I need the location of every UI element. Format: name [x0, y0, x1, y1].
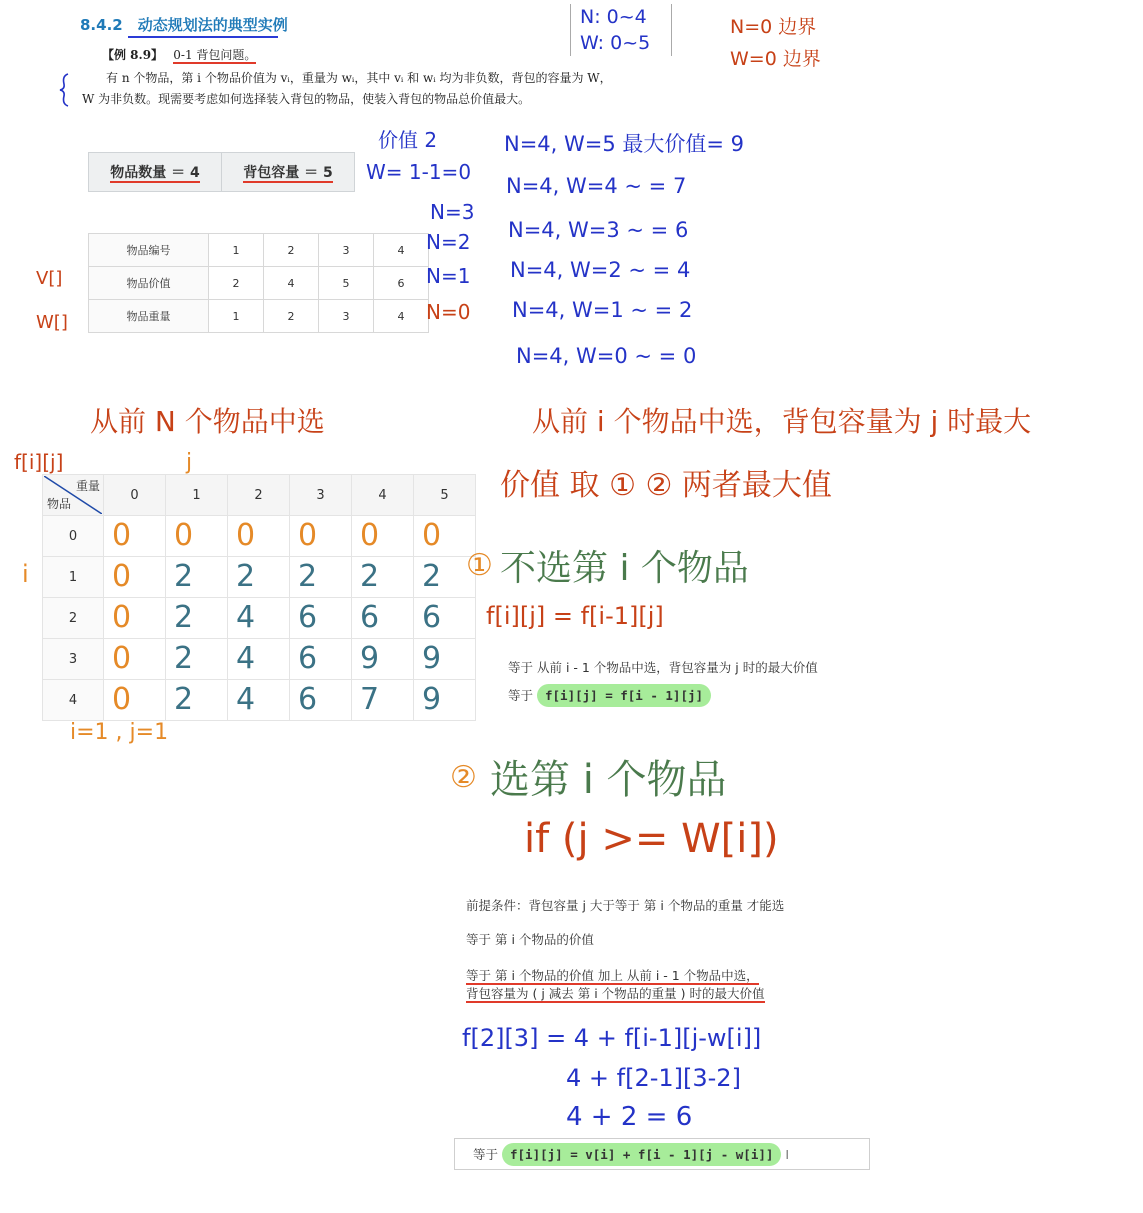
- dp-cell: 2: [290, 557, 352, 598]
- hw-circle-2: ②: [450, 760, 477, 795]
- dp-cell: 9: [414, 680, 476, 721]
- hw-n0-boundary: N=0 边界: [730, 16, 817, 38]
- hw-case-6: N=4, W=0 ~ = 0: [516, 344, 697, 368]
- note-prefix: 等于: [473, 1147, 499, 1162]
- dp-cell: 2: [166, 680, 228, 721]
- hw-option-1-formula: f[i][j] = f[i-1][j]: [486, 602, 664, 630]
- hw-n1: N=1: [426, 264, 471, 288]
- dp-cell: 6: [290, 680, 352, 721]
- dp-col-header: 3: [290, 475, 352, 516]
- dp-cell: 6: [352, 598, 414, 639]
- dp-cell: 7: [352, 680, 414, 721]
- table-cell: 3: [319, 234, 374, 267]
- dp-cell: 4: [228, 598, 290, 639]
- hw-option-1: 不选第 i 个物品: [500, 548, 749, 589]
- table-cell: 1: [209, 234, 264, 267]
- hw-w-range: W: 0~5: [580, 32, 651, 54]
- section-title-underline: [128, 36, 278, 38]
- hw-case-2: N=4, W=4 ~ = 7: [506, 174, 687, 198]
- table-cell: 2: [209, 267, 264, 300]
- dp-cell: 2: [414, 557, 476, 598]
- note-combined-b: 背包容量为 ( j 减去 第 i 个物品的重量 ) 时的最大价值: [466, 986, 765, 1001]
- example-label: 【例 8.9】: [102, 48, 164, 62]
- formula-pill-2: f[i][j] = v[i] + f[i - 1][j - w[i]]: [502, 1143, 781, 1166]
- dp-cell: 2: [166, 557, 228, 598]
- dp-col-header: 4: [352, 475, 414, 516]
- note-option-1-code: [508, 686, 711, 704]
- hw-calc-1: f[2][3] = 4 + f[i-1][j-w[i]]: [462, 1024, 762, 1052]
- table-cell: 2: [264, 300, 319, 333]
- dp-row: [43, 516, 476, 557]
- row-label: 物品价值: [89, 267, 209, 300]
- dp-cell: 9: [352, 639, 414, 680]
- hw-j-mark: j: [186, 450, 193, 475]
- hw-case-1: N=4, W=5 最大价值= 9: [504, 132, 745, 156]
- dp-cell: 0: [414, 516, 476, 557]
- table-row: [89, 267, 429, 300]
- dp-cell: 2: [166, 598, 228, 639]
- note-combined-a: 等于 第 i 个物品的价值 加上 从前 i - 1 个物品中选，: [466, 968, 759, 983]
- table-cell: 4: [374, 300, 429, 333]
- note-value: 等于 第 i 个物品的价值: [466, 932, 594, 947]
- dp-cell: 2: [228, 557, 290, 598]
- row-label: 物品重量: [89, 300, 209, 333]
- hw-value-note: 价值 2: [378, 128, 438, 152]
- example-title: 0-1 背包问题。: [173, 48, 257, 62]
- hw-value-max: 价值 取 ① ② 两者最大值: [500, 468, 832, 503]
- section-title: 8.4.2 动态规划法的典型实例: [80, 16, 288, 34]
- table-cell: 4: [374, 234, 429, 267]
- dp-cell: 6: [414, 598, 476, 639]
- dp-cell: 6: [290, 598, 352, 639]
- hw-calc-2: 4 + f[2-1][3-2]: [566, 1064, 741, 1092]
- hw-w-minus: W= 1-1=0: [366, 160, 472, 184]
- dp-row: [43, 557, 476, 598]
- dp-cell: 0: [104, 680, 166, 721]
- hw-w-label: W[]: [36, 312, 68, 333]
- note-precondition: 前提条件：背包容量 j 大于等于 第 i 个物品的重量 才能选: [466, 898, 785, 913]
- dp-col-header: 1: [166, 475, 228, 516]
- note-option-1: 等于 从前 i - 1 个物品中选，背包容量为 j 时的最大价值: [508, 660, 818, 675]
- formula-pill-1: f[i][j] = f[i - 1][j]: [537, 684, 711, 707]
- hw-option-2: 选第 i 个物品: [490, 757, 727, 803]
- dp-cell: 9: [414, 639, 476, 680]
- dp-cell: 2: [166, 639, 228, 680]
- hw-choose-from-i: 从前 i 个物品中选，背包容量为 j 时最大: [532, 405, 1032, 438]
- row-label: 物品编号: [89, 234, 209, 267]
- table-row: [89, 300, 429, 333]
- dp-row: [43, 680, 476, 721]
- dp-row-header: 2: [43, 598, 104, 639]
- summary-bar: [88, 152, 355, 192]
- capacity: 背包容量 ＝ 5: [243, 165, 333, 181]
- hw-n-range: N: 0~4: [580, 6, 647, 28]
- dp-cell: 6: [290, 639, 352, 680]
- text-cursor-icon: I: [785, 1147, 790, 1162]
- dp-col-header: 5: [414, 475, 476, 516]
- dp-cell: 0: [228, 516, 290, 557]
- dp-corner: [43, 475, 104, 516]
- dp-col-header: 2: [228, 475, 290, 516]
- example-heading: [102, 46, 256, 63]
- dp-cell: 4: [228, 680, 290, 721]
- dp-cell: 0: [166, 516, 228, 557]
- table-cell: 6: [374, 267, 429, 300]
- dp-row-header: 3: [43, 639, 104, 680]
- table-cell: 3: [319, 300, 374, 333]
- hw-case-5: N=4, W=1 ~ = 2: [512, 298, 693, 322]
- dp-cell: 0: [352, 516, 414, 557]
- dp-row-header: 4: [43, 680, 104, 721]
- hw-n2: N=2: [426, 230, 471, 254]
- corner-weight-label: 重量: [75, 479, 100, 493]
- dp-row: [43, 598, 476, 639]
- dp-table: [42, 474, 476, 721]
- dp-cell: 2: [352, 557, 414, 598]
- hw-n3: N=3: [430, 200, 475, 224]
- hw-case-3: N=4, W=3 ~ = 6: [508, 218, 689, 242]
- table-row: [89, 234, 429, 267]
- table-cell: 1: [209, 300, 264, 333]
- hw-i-mark: i: [22, 560, 29, 588]
- hw-n0: N=0: [426, 300, 471, 324]
- dp-cell: 0: [290, 516, 352, 557]
- dp-cell: 0: [104, 557, 166, 598]
- dp-cell: 0: [104, 639, 166, 680]
- problem-text: 有 n 个物品，第 i 个物品价值为 vᵢ，重量为 wᵢ，其中 vᵢ 和 wᵢ 均为非负数，背包的容量为 W，W 为非负数。现需要考虑如何选择装入背包的物品，使装入背包的物品总价值最大。: [82, 71, 612, 106]
- note-prefix: 等于: [508, 688, 534, 703]
- table-cell: 4: [264, 267, 319, 300]
- table-cell: 5: [319, 267, 374, 300]
- dp-row-header: 0: [43, 516, 104, 557]
- brace-mark: [56, 72, 74, 108]
- corner-item-label: 物品: [47, 497, 72, 511]
- dp-header-row: [43, 475, 476, 516]
- hw-circle-1: ①: [466, 548, 493, 583]
- hw-case-4: N=4, W=2 ~ = 4: [510, 258, 691, 282]
- table-cell: 2: [264, 234, 319, 267]
- hw-w0-boundary: W=0 边界: [730, 48, 821, 70]
- hw-i1-j1: i=1 , j=1: [70, 720, 169, 745]
- hw-fij: f[i][j]: [14, 450, 64, 474]
- dp-cell: 0: [104, 516, 166, 557]
- hw-v-label: V[]: [36, 268, 63, 289]
- dp-row: [43, 639, 476, 680]
- item-count: 物品数量 ＝ 4: [110, 165, 200, 181]
- dp-row-header: 1: [43, 557, 104, 598]
- hw-option-2-condition: if (j >= W[i]): [524, 816, 779, 862]
- dp-col-header: 0: [104, 475, 166, 516]
- items-table: [88, 233, 429, 333]
- hw-calc-3: 4 + 2 = 6: [566, 1102, 693, 1132]
- dp-cell: 4: [228, 639, 290, 680]
- hw-choose-from-n: 从前 N 个物品中选: [90, 405, 325, 438]
- dp-cell: 0: [104, 598, 166, 639]
- note-final-formula: [454, 1138, 870, 1170]
